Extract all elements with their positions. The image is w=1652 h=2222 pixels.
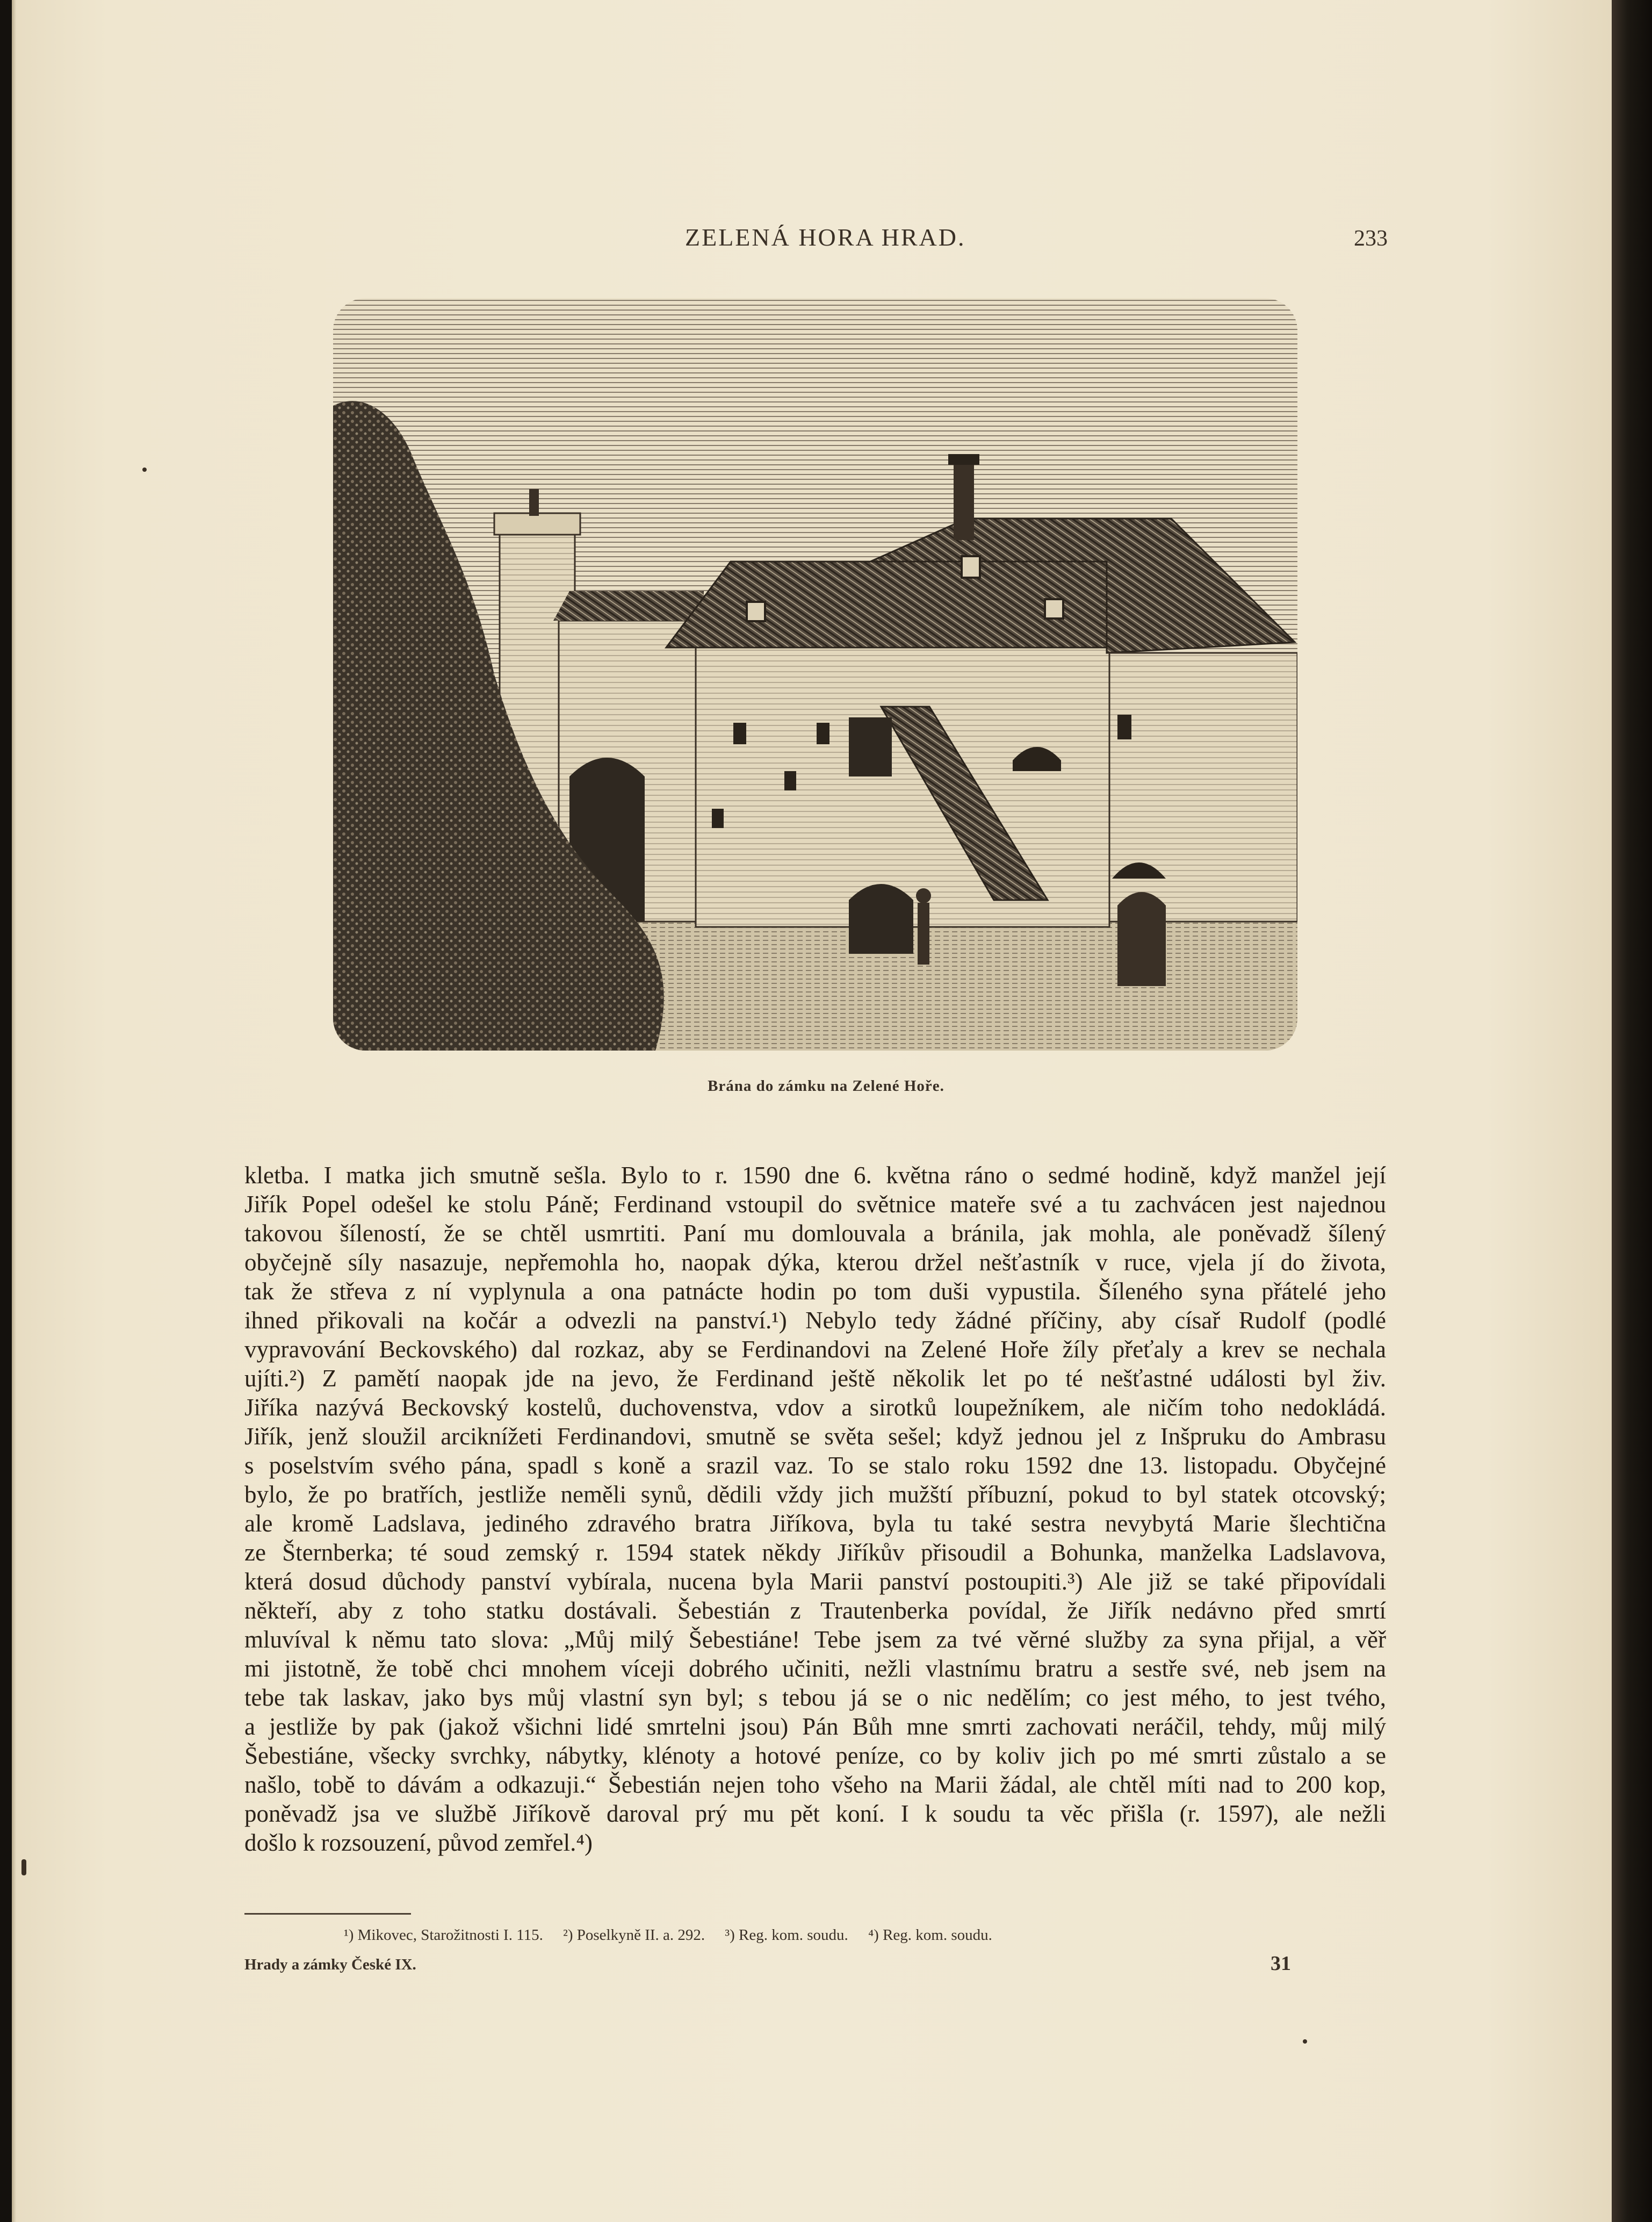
signature-number: 31 xyxy=(1271,1952,1291,1975)
text-line: někteří, aby z toho statku dostávali. Šebestián z Trautenberka povídal, že Jiřík nedávno před smrtí xyxy=(244,1597,1386,1624)
staircase-door xyxy=(849,717,892,776)
footnote: ³) Reg. kom. soudu. xyxy=(725,1926,848,1944)
side-door xyxy=(1117,892,1166,986)
text-line: bylo, že po bratřích, jestliže neměli synů, dědili vždy jich mužští příbuzní, pokud to byl statek otcovský; xyxy=(244,1481,1386,1508)
text-line: našlo, tobě to dávám a odkazuji.“ Šebestián nejen toho všeho na Marii žádal, ale chtěl míti nad to 200 kop, xyxy=(244,1771,1386,1798)
text-line: tebe tak laskav, jako bys můj vlastní syn byl; s tebou já se o nic nedělím; co jest mého, to jest tvého, xyxy=(244,1684,1386,1711)
page-edge xyxy=(12,0,16,2222)
side-building-wall xyxy=(1109,653,1297,922)
main-chimney xyxy=(954,459,974,540)
footnote: ⁴) Reg. kom. soudu. xyxy=(868,1926,992,1944)
tower-crenellation xyxy=(494,513,580,535)
text-line: s poselstvím svého pána, spadl s koně a srazil vaz. To se stalo roku 1592 dne 13. listopadu. Obyčejné xyxy=(244,1452,1386,1479)
text-line: vypravování Beckovského) dal rozkaz, aby se Ferdinandovi na Zelené Hoře žíly přeťaly a krev se nechala xyxy=(244,1336,1386,1363)
text-line: kletba. I matka jich smutně sešla. Bylo to r. 1590 dne 6. května ráno o sedmé hodině, když manžel její xyxy=(244,1162,1386,1189)
text-line: takovou šíleností, že se chtěl usmrtiti. Paní mu domlouvala a bránila, jak mohla, ale poněvadž šílený xyxy=(244,1220,1386,1247)
window xyxy=(817,723,829,744)
dormer-window xyxy=(747,602,765,621)
footnote: ²) Poselkyně II. a. 292. xyxy=(563,1926,705,1944)
text-line: ujíti.²) Z pamětí naopak jde na jevo, že Ferdinand ještě několik let po té nešťastné události byl živ. xyxy=(244,1365,1386,1392)
page-speck xyxy=(21,1859,26,1875)
page-number: 233 xyxy=(1354,226,1388,251)
cellar-door xyxy=(849,884,913,954)
text-line: Jiřík Popel odešel ke stolu Páně; Ferdinand vstoupil do světnice mateře své a tu zachvácen jest najednou xyxy=(244,1191,1386,1218)
page-speck xyxy=(142,468,147,472)
figure-head xyxy=(916,888,931,903)
page-speck xyxy=(1303,2039,1307,2044)
footnotes xyxy=(344,1926,1008,1944)
gatehouse-roof xyxy=(553,591,704,621)
text-line: obyčejně síly nasazuje, nepřemohla ho, naopak dýka, kterou držel nešťastník v ruce, vjela jí do života, xyxy=(244,1249,1386,1276)
text-line: tak že střeva z ní vyplynula a ona patnácte hodin po tom duši vypustila. Šíleného syna přátelé jeho xyxy=(244,1278,1386,1305)
text-line: Jiřík, jenž sloužil arciknížeti Ferdinandovi, smutně se světa sešel; když jednou jel z Inšpruku do Ambrasu xyxy=(244,1423,1386,1450)
text-line: ze Šternberka; té soud zemský r. 1594 statek někdy Jiříkův přisoudil a Bohunka, manželka Ladslavova, xyxy=(244,1539,1386,1566)
dormer-window xyxy=(1045,599,1063,619)
window xyxy=(1117,715,1131,739)
footnote-rule xyxy=(244,1913,411,1915)
dormer-window xyxy=(962,556,980,578)
text-line: došlo k rozsouzení, původ zemřel.⁴) xyxy=(244,1829,593,1856)
text-line: Šebestiáne, všecky svrchky, nábytky, klénoty a hotové peníze, co by koliv jich po mé smrti zůstalo a se xyxy=(244,1742,1386,1769)
text-line: a jestliže by pak (jakož všichni lidé smrtelni jsou) Pán Bůh mne smrti zachovati neráčil, tehdy, můj milý xyxy=(244,1713,1386,1740)
body-text xyxy=(244,1161,1386,1857)
standing-figure xyxy=(918,903,929,965)
figure-caption: Brána do zámku na Zelené Hoře. xyxy=(708,1077,944,1095)
window xyxy=(733,723,746,744)
text-line: ale kromě Ladslava, jediného zdravého bratra Jiříkova, byla tu také sestra nevybytá Marie šlechtična xyxy=(244,1510,1386,1537)
text-line: mi jistotně, že tobě chci mnohem víceji dobrého učiniti, nežli vlastnímu bratru a sestře své, neb jsem na xyxy=(244,1655,1386,1682)
text-line: poněvadž jsa ve službě Jiříkově daroval prý mu pět koní. I k soudu ta věc přišla (r. 1597), ale nežli xyxy=(244,1800,1386,1827)
chimney-cap xyxy=(948,454,979,465)
running-title: ZELENÁ HORA HRAD. xyxy=(685,224,966,251)
text-line: Jiříka nazývá Beckovský kostelů, duchovenstva, vdov a sirotků loupežníkem, ale ničím toho nedokládá. xyxy=(244,1394,1386,1421)
book-binding xyxy=(1612,0,1652,2222)
text-line: mluvíval k němu tato slova: „Můj milý Šebestiáne! Tebe jsem za tvé věrné služby za syna přijal, a věř xyxy=(244,1626,1386,1653)
castle-gate-engraving xyxy=(333,298,1297,1051)
tower-chimney xyxy=(529,489,539,516)
main-building-wall xyxy=(696,648,1109,927)
text-line: která dosud důchody panství vybírala, nucena byla Marii panství postoupiti.³) Ale již se také připovídali xyxy=(244,1568,1386,1595)
footnote: ¹) Mikovec, Starožitnosti I. 115. xyxy=(344,1926,543,1944)
text-line: ihned přikovali na kočár a odvezli na panství.¹) Nebylo tedy žádné příčiny, aby císař Rudolf (podlé xyxy=(244,1307,1386,1334)
book-signature: Hrady a zámky České IX. xyxy=(244,1956,416,1973)
window xyxy=(784,771,796,790)
window xyxy=(712,809,724,828)
